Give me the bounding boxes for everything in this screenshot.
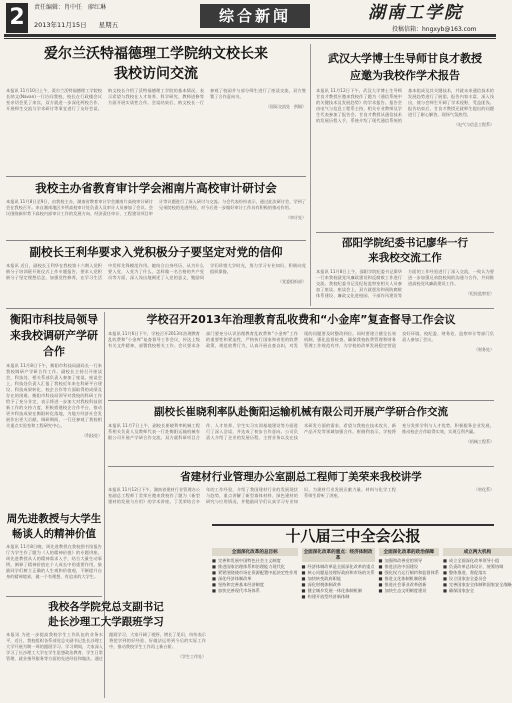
headline: 副校长王利华要求入党积极分子要坚定对党的信仰 <box>29 245 283 259</box>
list-item: ■ 加强和改善党的领导 <box>379 558 439 564</box>
headline-line2: 我校访问交流 <box>114 66 198 82</box>
article-hengyang <box>6 312 102 508</box>
list-item: ■ 经济体制改革是全面深化改革的重点 <box>302 564 375 570</box>
article-body: 本报讯 11月12日下午，武汉大学博士生导师甘良才教授应邀来我校作了题为《通信系统中的关键技术及发展趋势》的学术报告。报告会由电气与信息工程系主持，相关专业教师及学生代表参加了报告会。甘良才教授从通信技术的发展历程入手，系统介绍了现代通信系统的基本组成及其关键技术，并就未来通信技术的发展趋势进行了展望。报告内容丰富、深入浅出，使与会师生开阔了学术视野，受益匪浅。报告结束后，甘良才教授还就师生提出的问题进行了耐心解答，现场气氛热烈。 （电气与信息工程系） <box>316 88 494 127</box>
list-item: ■ 推进社会事业改革创新 <box>379 582 439 588</box>
article-party-school <box>6 600 206 698</box>
article-tuition <box>108 312 494 398</box>
headline: 副校长崔晓利率队赴衡阳运输机械有限公司开展产学研合作交流 <box>154 406 448 418</box>
divider <box>316 232 494 233</box>
issue-date <box>34 20 128 29</box>
plenum-column-head: 全面深化改革的政治保障 <box>379 548 439 556</box>
headline-line2: 来我校交流工作 <box>368 252 442 264</box>
list-item: ■ 坚持和完善基本经济制度 <box>212 582 298 588</box>
list-item: ■ 强化权力运行制约和监督体系 <box>379 570 439 576</box>
editors-line: 责任编辑：肖中任 廖红琳 <box>34 4 107 11</box>
headline: 周先进教授与大学生 <box>6 513 102 525</box>
headline: 爱尔兰沃特福德理工学院纳文校长来 <box>44 46 268 62</box>
section-title: 综合新闻 <box>200 4 310 28</box>
page-number: 2 <box>6 3 28 33</box>
headline-line2: 赴长沙理工大学跟班学习 <box>48 616 164 628</box>
article-wuhan <box>316 50 494 230</box>
headline: 我校主办省教育审计学会湘南片高校审计研讨会 <box>35 181 277 195</box>
weekday-text: 星期五 <box>98 21 119 29</box>
article-body: 本报讯 11月8日至9日，由我校主办，湖南省教育审计学会湘南片高校审计研讨会在我校召开。来自湘南地区多所高校审计处负责人及审计人员参加了会议。会议围绕新形势下高校内部审计工作的发展方向、经济责任审计、工程建设项目审计等议题进行了深入研讨与交流。与会代表纷纷表示，通过此次研讨会，学到了兄弟院校的先进经验，对今后进一步做好审计工作具有积极的推动作用。 （审计处） <box>6 199 306 220</box>
list-item: ■ 深化财税体制改革 <box>302 582 375 588</box>
article-ireland <box>6 44 306 174</box>
plenum-column-head: 全面深化改革的总目标 <box>212 548 298 556</box>
plenum-column <box>379 546 439 600</box>
divider <box>6 176 306 177</box>
list-item: ■ 推进法治中国建设 <box>379 564 439 570</box>
list-item: ■ 核心问题是处理好政府和市场的关系 <box>302 570 375 576</box>
headline: 武汉大学博士生导师甘良才教授 <box>328 52 482 65</box>
plenum-columns <box>212 546 512 600</box>
article-body: 本报讯 11月8日上午，邵阳学院纪委书记廖华一行来我校就党风廉政建设和反腐败工作进行交流。我校纪委书记及纪检监察室相关人员参加了座谈。座谈会上，双方就惩治和预防腐败体系建设、廉政文化进校园、干部作风建设等方面的工作经验进行了深入交流，一致认为要进一步加强兄弟院校间的沟通与合作，共同推进高校党风廉政建设工作。 （纪检监察室） <box>316 269 494 298</box>
masthead-rule-thin <box>4 38 496 39</box>
headline: 衡阳市科技局领导 <box>10 313 98 326</box>
list-item: ■ 深化经济体制改革 <box>212 576 298 582</box>
headline: 我校各学院党总支副书记 <box>48 601 164 613</box>
column-divider <box>310 44 311 306</box>
plenum-column <box>212 546 298 600</box>
divider <box>108 466 494 467</box>
article-body: 本报讯 11月6日下午，学校召开2013年治理教育乱收费和“小金库”复查督导工作会议，传达上级有关文件精神，部署我校相关工作。会议要求各部门要充分认识治理教育乱收费和“小金库”工作的重要性和紧迫性，严格执行国家和省里的收费政策，规范收费行为，认真开展自查自纠，对发现的问题要及时整改到位。同时要建立健全长效机制，强化监督检查，确保我校收费管理和财务管理工作规范有序，为学校的改革发展稳定营造良好环境。校纪委、财务处、监察审计等部门负责人参加了会议。 （财务处） <box>108 331 494 352</box>
headline: 邵阳学院纪委书记廖华一行 <box>342 237 468 249</box>
divider <box>108 400 494 401</box>
divider <box>6 596 102 597</box>
article-body: 本报讯 11月10日上午，爱尔兰沃特福德理工学院校长纳文(Navan)一行访问我校，校长在行政楼会议室亲切会见了来宾，双方就进一步深化两校合作、开展师生交流与学术研讨等事宜进行了友好会谈。纳文校长介绍了沃特福德理工学院的基本情况，表示希望与我校在人才培养、科学研究、教师进修等方面开展实质性合作。会谈结束后，纳文校长一行参观了校园并与部分师生进行了座谈交流，双方签署了合作意向书。 （国际交流处 供稿） <box>6 88 306 111</box>
article-cui <box>108 404 494 464</box>
article-students-prof <box>6 512 102 594</box>
divider <box>6 308 494 309</box>
headline: 省建材行业管理办公室副总工程师丁美荣来我校讲学 <box>180 471 422 483</box>
submission-email: 投稿信箱：hngxyb@163.com <box>392 26 477 33</box>
plenum-column-head: 成立两大机构 <box>443 548 512 556</box>
masthead <box>0 0 500 44</box>
headline: 学校召开2013年治理教育乱收费和“小金库”复查督导工作会议 <box>146 313 456 326</box>
plenum-column-head: 全面深化改革的重点：经济体制改革 <box>302 548 375 562</box>
masthead-rule <box>4 34 496 37</box>
headline-line2: 来我校调研产学研合作 <box>10 329 98 358</box>
headline-line2: 应邀为我校作学术报告 <box>350 69 460 82</box>
article-province-office <box>108 470 494 518</box>
article-audit <box>6 180 306 238</box>
plenum-communique <box>212 524 512 700</box>
article-body: 本报讯 11月12日下午，湖南省建材行业管理办公室副总工程师丁美荣应邀来我校作了题为《新型建材的发展与应用》的学术讲座。丁美荣结合多年的工作经验，介绍了我国建材行业的发展现状与趋势，重点讲解了新型墙体材料、绿色建材的研究与应用情况，并勉励同学们认真学习专业知识，为建材行业发展贡献力量。材料与化学工程系师生聆听了讲座。 （材化系） <box>108 487 494 504</box>
headline-line2: 畅谈人的精神价值 <box>12 528 96 540</box>
list-item: ■ 整体推进、督促落实 <box>443 570 512 576</box>
list-item: ■ 成立全面深化改革领导小组 <box>443 558 512 564</box>
list-item: ■ 推进文化体制机制创新 <box>379 576 439 582</box>
article-body: 本报讯 近日，副校长王利华在我校第十六期入党积极分子培训班开班仪式上作专题报告，要求入党积极分子坚定理想信念，加强党性修养，在学习生活中发挥先锋模范作用。她结合自身经历，从为什么要入党、入党为了什么、怎样做一名合格的共产党员等方面，深入浅出地阐述了入党的意义，勉励同学们珍惜大学时光，努力学习专业知识，积极向党组织靠拢。 （党委组织部） <box>6 263 306 284</box>
article-body: 本报讯 为进一步提高我校学生工作队伍的业务水平，近日，我校组织各系部党总支副书记赴长沙理工大学开展为期一周的跟班学习。学习期间，大家深入学习了长沙理工大学在学生思想政治教育、学生日常管理、就业指导服务等方面的先进经验和做法。通过跟班学习，大家开阔了视野，增长了见识，纷纷表示将把学到的好经验、好做法运用到今后的实际工作中，推动我校学生工作再上新台阶。 （学生工作处） <box>6 632 206 661</box>
date-text: 2013年11月15日 <box>34 21 87 29</box>
article-body: 本报讯 11月8日下午，衡阳市科技局副局长一行来我校调研产学研合作工作。副校长主持召开座谈会，科技处、相关系部负责人参加了座谈。座谈会上，科技处负责人汇报了我校近年来在科研平台建设、科技成果转化、校企合作等方面取得的成绩及存在的困难。衡阳市科技局领导对我校的科研工作给予了充分肯定，表示将进一步加大对我校科技创新工作的支持力度，积极搭建校企合作平台，推动更多科技成果在衡阳转化落地，为地方经济社会发展作出更大贡献。调研期间，一行还参观了我校相关重点实验室和工程研究中心。 （科技处） <box>6 363 102 438</box>
article-body: 本报讯 11月7日上午，副校长崔晓利率机械工程系相关负责人及教师代表一行赴衡阳运输机械有限公司开展产学研合作交流。双方就科研项目合作、人才培养、学生实习实训基地建设等方面进行了深入洽谈，并达成了初步合作意向。公司负责人介绍了企业的发展历程、主营业务以及在技术研发方面的需求，希望与我校在技术攻关、新产品开发等领域加强合作。崔晓利表示，学校将充分发挥学科与人才优势，积极服务企业发展，推动校企合作取得实效，实现互利共赢。 （机械工程系） <box>108 423 494 444</box>
divider <box>6 240 306 241</box>
list-item: ■ 负责改革总体设计、统筹协调 <box>443 564 512 570</box>
list-item: ■ 紧紧围绕使市场在资源配置中起决定性作用 <box>212 570 298 576</box>
list-item: ■ 确保国家安全 <box>443 588 512 594</box>
article-party-faith <box>6 244 306 304</box>
list-item: ■ 加快完善现代市场体系 <box>212 588 298 594</box>
list-item: ■ 推进国家治理体系和治理能力现代化 <box>212 564 298 570</box>
list-item: ■ 加快转变政府职能 <box>302 576 375 582</box>
article-body: 本报讯 11月8日晚，周先进教授在我校图书馆报告厅为学生作了题为《人的精神价值》的专题讲座。周先进教授从人的精神需求入手，结合大量生动事例，阐释了精神价值在个人成长中的重要作用，鼓励同学们树立正确的人生观和价值观，不断提升自身的精神境界，做一个有理想、有追求的大学生。 <box>6 544 102 579</box>
list-item: ■ 加快生态文明制度建设 <box>379 588 439 594</box>
list-item: ■ 完善和发展中国特色社会主义制度 <box>212 558 298 564</box>
paper-name: 湖南工学院 <box>368 3 463 23</box>
plenum-column <box>443 546 512 600</box>
article-shaoyang <box>316 236 494 306</box>
list-item: ■ 健全城乡发展一体化体制机制 <box>302 588 375 594</box>
list-item: ■ 完善国家安全体制和国家安全战略 <box>443 582 512 588</box>
list-item: ■ 设立国家安全委员会 <box>443 576 512 582</box>
list-item: ■ 构建开放型经济新体制 <box>302 594 375 600</box>
plenum-title: 十八届三中全会公报 <box>285 527 421 545</box>
plenum-column <box>302 546 375 600</box>
